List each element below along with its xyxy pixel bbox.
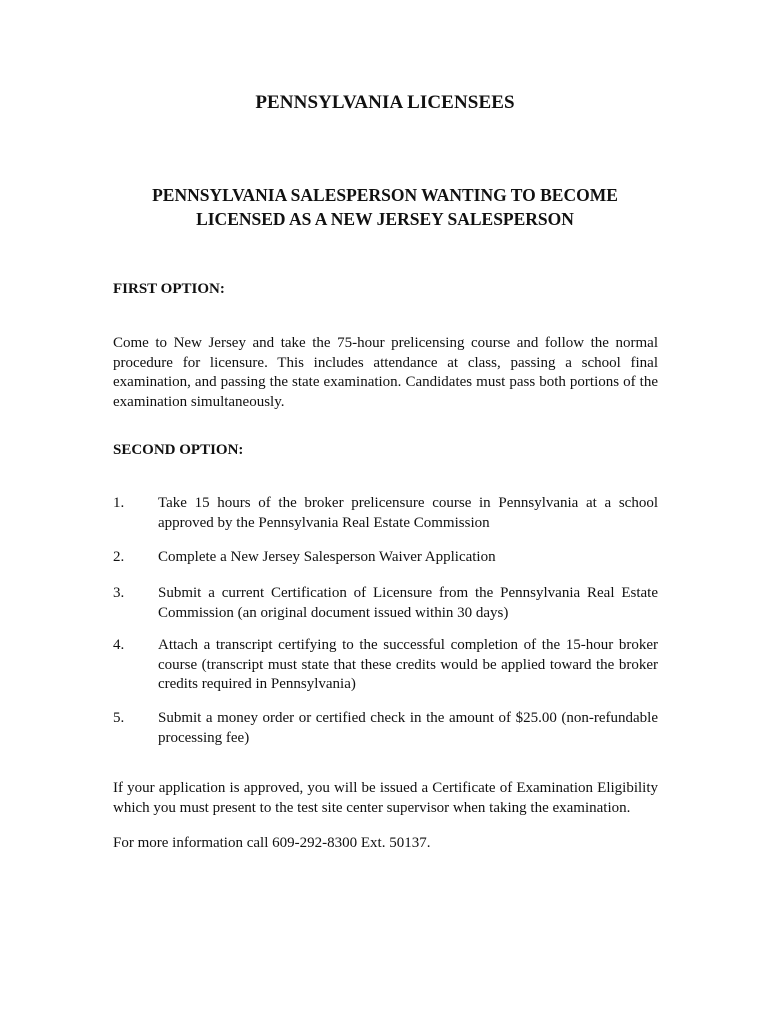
- approval-note: If your application is approved, you will be issued a Certificate of Examination Eligibility which you must present to the test site center supervisor when taking the examination.: [113, 780, 658, 816]
- list-item: [113, 636, 658, 695]
- page-title: PENNSYLVANIA LICENSEES: [255, 92, 515, 113]
- list-item-number: 2.: [113, 549, 125, 565]
- list-item-text: Submit a current Certification of Licensure from the Pennsylvania Real Estate Commission (an original document issued within 30 days): [158, 585, 658, 621]
- list-item-text: Take 15 hours of the broker prelicensure course in Pennsylvania at a school approved by the Pennsylvania Real Estate Commission: [158, 495, 658, 531]
- first-option-body: Come to New Jersey and take the 75-hour prelicensing course and follow the normal procedure for licensure. This includes attendance at class, passing a school final examination, and passing the state examination. Candidates must pass both portions of the examination simultaneously.: [113, 335, 658, 410]
- page-subtitle: [0, 183, 770, 231]
- list-item-number: 4.: [113, 637, 125, 653]
- subtitle-line-1: PENNSYLVANIA SALESPERSON WANTING TO BECOME: [152, 185, 618, 205]
- list-item: [113, 548, 658, 568]
- contact-note: For more information call 609-292-8300 Ext. 50137.: [113, 835, 431, 851]
- list-item-text: Submit a money order or certified check in the amount of $25.00 (non-refundable processing fee): [158, 710, 658, 746]
- list-item: [113, 584, 658, 623]
- list-item: [113, 709, 658, 748]
- list-item: [113, 494, 658, 533]
- list-item-number: 3.: [113, 585, 125, 601]
- first-option-heading: FIRST OPTION:: [113, 281, 225, 297]
- subtitle-line-2: LICENSED AS A NEW JERSEY SALESPERSON: [196, 209, 574, 229]
- list-item-number: 1.: [113, 495, 125, 511]
- list-item-text: Attach a transcript certifying to the successful completion of the 15-hour broker course (transcript must state that these credits would be applied toward the broker credits required in Pennsylvania): [158, 637, 658, 692]
- list-item-number: 5.: [113, 710, 125, 726]
- second-option-heading: SECOND OPTION:: [113, 442, 244, 458]
- list-item-text: Complete a New Jersey Salesperson Waiver Application: [158, 549, 496, 565]
